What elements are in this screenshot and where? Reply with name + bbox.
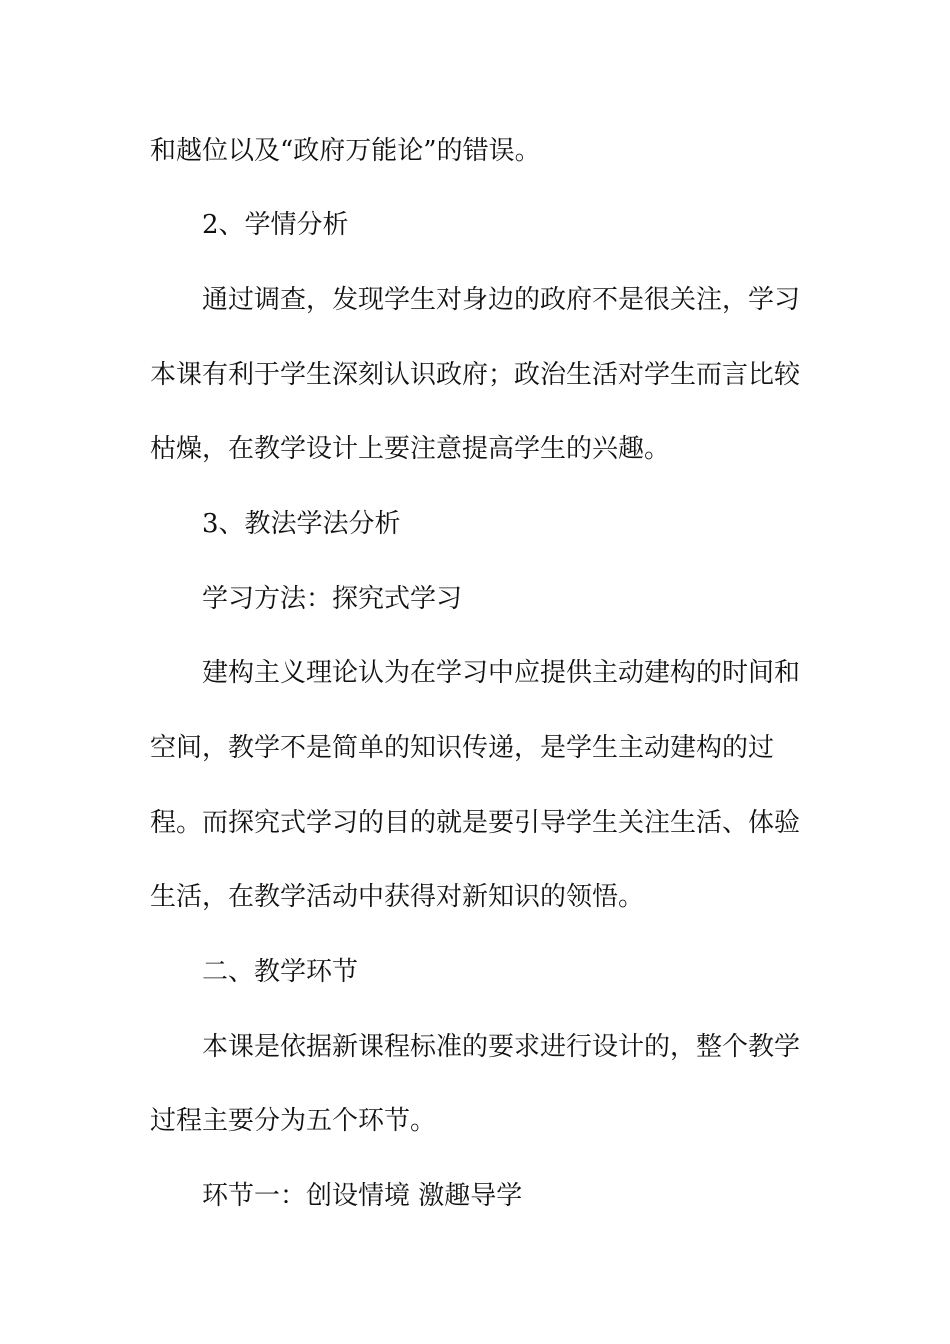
paragraph-line: 程。而探究式学习的目的就是要引导学生关注生活、体验 — [150, 808, 801, 838]
paragraph-line: 枯燥，在教学设计上要注意提高学生的兴趣。 — [150, 434, 671, 464]
paragraph-line: 本课有利于学生深刻认识政府；政治生活对学生而言比较 — [150, 360, 801, 390]
paragraph-line: 生活，在教学活动中获得对新知识的领悟。 — [150, 882, 645, 912]
section-heading-teaching-stages: 二、教学环节 — [202, 957, 359, 987]
learning-method-line: 学习方法：探究式学习 — [202, 584, 463, 614]
paragraph-line: 本课是依据新课程标准的要求进行设计的，整个教学 — [202, 1032, 801, 1062]
section-heading-teaching-methods: 3、教法学法分析 — [202, 509, 401, 539]
paragraph-line: 建构主义理论认为在学习中应提供主动建构的时间和 — [202, 658, 801, 688]
paragraph-continuation-line: 和越位以及“政府万能论”的错误。 — [150, 136, 541, 166]
paragraph-line: 过程主要分为五个环节。 — [150, 1106, 437, 1136]
paragraph-line: 通过调查，发现学生对身边的政府不是很关注，学习 — [202, 285, 801, 315]
paragraph-line: 空间，教学不是简单的知识传递，是学生主动建构的过 — [150, 733, 775, 763]
stage-one-heading: 环节一：创设情境 激趣导学 — [202, 1181, 523, 1211]
section-heading-learning-analysis: 2、学情分析 — [202, 210, 349, 240]
